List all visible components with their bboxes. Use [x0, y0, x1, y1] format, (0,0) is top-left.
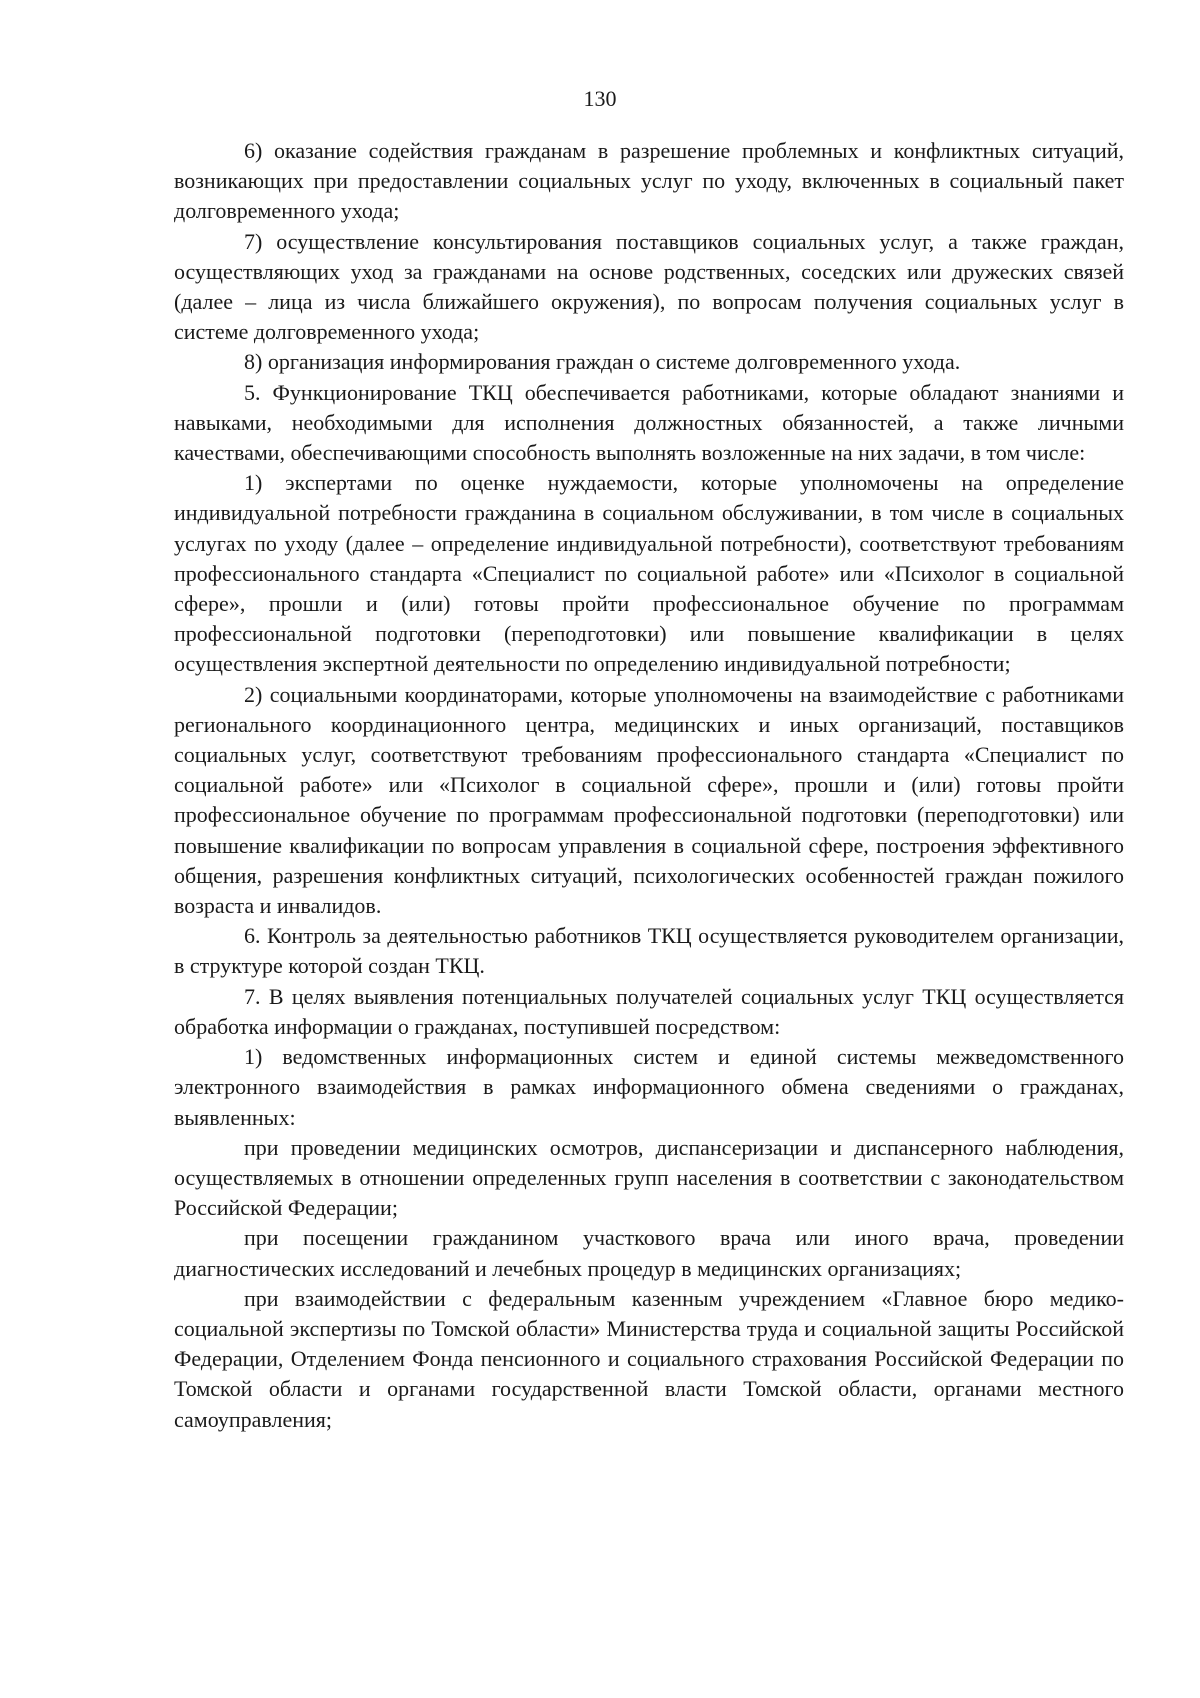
paragraph-section-5-item-1: 1) экспертами по оценке нуждаемости, которые уполномочены на определение индивидуальной потребности гражданина в социальном обслуживании, в том числе в социальных услугах по уходу (далее – определение индивидуальной потребности), соответствуют требованиям профессионального стандарта «Специалист по социальной работе» или «Психолог в социальной сфере», прошли и (или) готовы пройти профессиональное обучение по программам профессиональной подготовки (переподготовки) или повышение квалификации в целях осуществления экспертной деятельности по определению индивидуальной потребности; [174, 470, 1124, 677]
paragraph-subitem-interaction: при взаимодействии с федеральным казенным учреждением «Главное бюро медико-социальной экспертизы по Томской области» Министерства труда и социальной защиты Российской Федерации, Отделением Фонда пенсионного и социального страхования Российской Федерации по Томской области и органами государственной власти Томской области, органами местного самоуправления; [174, 1285, 1124, 1432]
paragraph-section-6: 6. Контроль за деятельностью работников ТКЦ осуществляется руководителем организации, в структуре которой создан ТКЦ. [174, 923, 1124, 979]
paragraph-item-8: 8) организация информирования граждан о системе долговременного ухода. [244, 349, 961, 375]
paragraph-item-6: 6) оказание содействия гражданам в разрешение проблемных и конфликтных ситуаций, возникающих при предоставлении социальных услуг по уходу, включенных в социальный пакет долговременного ухода; [174, 138, 1124, 224]
paragraph-section-5: 5. Функционирование ТКЦ обеспечивается работниками, которые обладают знаниями и навыками, необходимыми для исполнения должностных обязанностей, а также личными качествами, обеспечивающими способность выполнять возложенные на них задачи, в том числе: [174, 379, 1124, 466]
page-number: 130 [583, 86, 617, 111]
paragraph-item-7: 7) осуществление консультирования поставщиков социальных услуг, а также граждан, осуществляющих уход за гражданами на основе родственных, соседских или дружеских связей (далее – лица из числа ближайшего окружения), по вопросам получения социальных услуг в системе долговременного ухода; [174, 228, 1124, 345]
paragraph-subitem-doctor-visits: при посещении гражданином участкового врача или иного врача, проведении диагностических исследований и лечебных процедур в медицинских организациях; [174, 1225, 1124, 1281]
paragraph-section-7-item-1: 1) ведомственных информационных систем и единой системы межведомственного электронного взаимодействия в рамках информационного обмена сведениями о гражданах, выявленных: [174, 1044, 1124, 1130]
paragraph-section-5-item-2: 2) социальными координаторами, которые уполномочены на взаимодействие с работниками регионального координационного центра, медицинских и иных организаций, поставщиков социальных услуг, соответствуют требованиям профессионального стандарта «Специалист по социальной работе» или «Психолог в социальной сфере», прошли и (или) готовы пройти профессиональное обучение по программам профессиональной подготовки (переподготовки) или повышение квалификации по вопросам управления в социальной сфере, построения эффективного общения, разрешения конфликтных ситуаций, психологических особенностей граждан пожилого возраста и инвалидов. [174, 681, 1124, 919]
paragraph-subitem-medical-checkups: при проведении медицинских осмотров, диспансеризации и диспансерного наблюдения, осуществляемых в отношении определенных групп населения в соответствии с законодательством Российской Федерации; [174, 1134, 1124, 1221]
document-body [174, 136, 1124, 1435]
paragraph-section-7: 7. В целях выявления потенциальных получателей социальных услуг ТКЦ осуществляется обработка информации о гражданах, поступившей посредством: [174, 983, 1124, 1039]
